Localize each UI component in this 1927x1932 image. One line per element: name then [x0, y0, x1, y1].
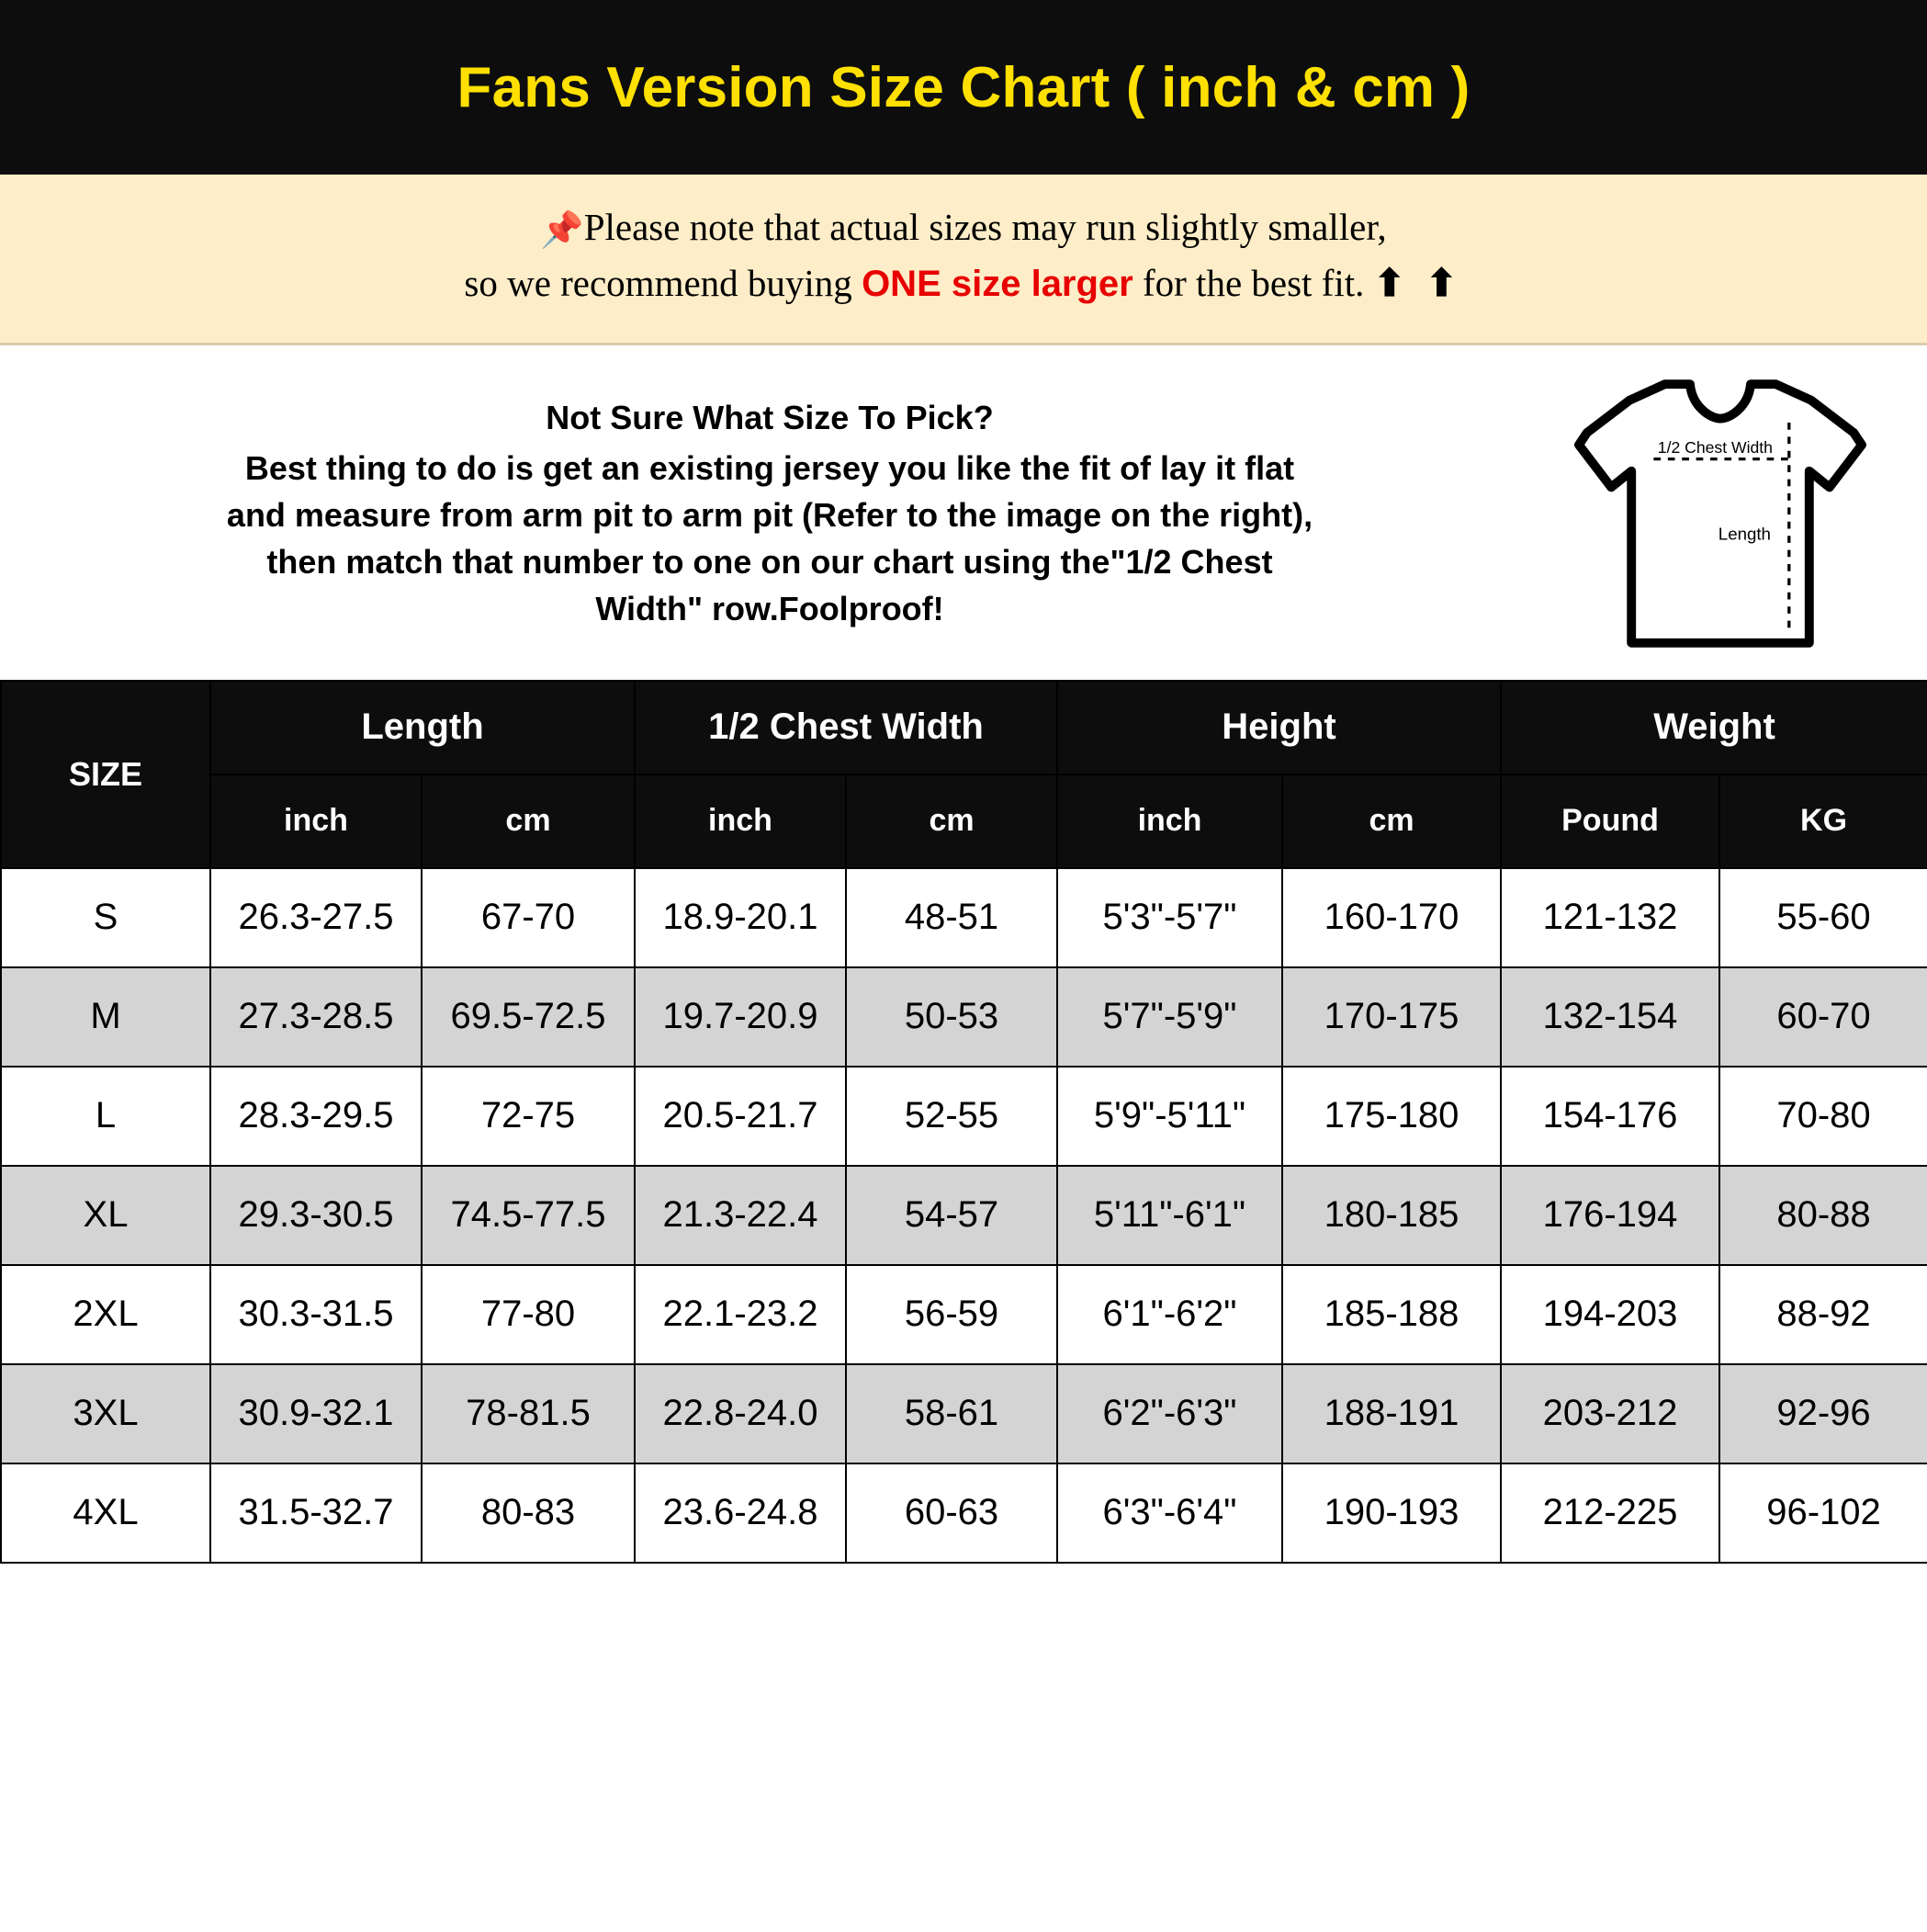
cell-length-cm: 69.5-72.5: [422, 967, 635, 1067]
cell-height-cm: 188-191: [1282, 1364, 1501, 1463]
header-size: SIZE: [1, 681, 210, 868]
cell-weight-pound: 212-225: [1501, 1463, 1719, 1563]
cell-length-inch: 26.3-27.5: [210, 868, 422, 967]
cell-size: XL: [1, 1166, 210, 1265]
cell-height-inch: 6'3"-6'4": [1057, 1463, 1282, 1563]
pushpin-icon: 📌: [540, 211, 584, 250]
cell-length-inch: 30.3-31.5: [210, 1265, 422, 1364]
cell-height-inch: 5'7"-5'9": [1057, 967, 1282, 1067]
cell-size: S: [1, 868, 210, 967]
cell-height-cm: 175-180: [1282, 1067, 1501, 1166]
note-text-1: Please note that actual sizes may run slightly smaller,: [583, 206, 1387, 248]
advice-line-3: then match that number to one on our chart using the"1/2 Chest: [266, 543, 1273, 582]
cell-chest-cm: 56-59: [846, 1265, 1057, 1364]
table-header-units: [1, 774, 1927, 868]
note-text-2-post: for the best fit.: [1133, 262, 1374, 305]
tshirt-icon: [1569, 362, 1872, 665]
cell-chest-cm: 60-63: [846, 1463, 1057, 1563]
cell-length-cm: 77-80: [422, 1265, 635, 1364]
cell-chest-inch: 19.7-20.9: [635, 967, 846, 1067]
cell-weight-kg: 55-60: [1719, 868, 1927, 967]
cell-chest-inch: 21.3-22.4: [635, 1166, 846, 1265]
size-table: [0, 680, 1927, 1564]
cell-chest-inch: 22.1-23.2: [635, 1265, 846, 1364]
cell-size: M: [1, 967, 210, 1067]
table-row: [1, 967, 1927, 1067]
cell-chest-inch: 23.6-24.8: [635, 1463, 846, 1563]
cell-weight-pound: 203-212: [1501, 1364, 1719, 1463]
advice-headline: Not Sure What Size To Pick?: [546, 398, 994, 436]
cell-length-inch: 29.3-30.5: [210, 1166, 422, 1265]
cell-height-inch: 5'9"-5'11": [1057, 1067, 1282, 1166]
cell-weight-pound: 121-132: [1501, 868, 1719, 967]
cell-length-cm: 80-83: [422, 1463, 635, 1563]
cell-chest-cm: 58-61: [846, 1364, 1057, 1463]
cell-length-cm: 74.5-77.5: [422, 1166, 635, 1265]
cell-weight-kg: 92-96: [1719, 1364, 1927, 1463]
up-arrows-icon: ⬆ ⬆: [1373, 262, 1463, 305]
header-unit-length-cm: cm: [422, 774, 635, 868]
table-row: [1, 868, 1927, 967]
header-group-weight: Weight: [1501, 681, 1927, 774]
advice-line-1: Best thing to do is get an existing jersey you like the fit of lay it flat: [244, 448, 1295, 487]
advice-line-2: and measure from arm pit to arm pit (Refer to the image on the right),: [226, 495, 1313, 534]
table-row: [1, 1166, 1927, 1265]
shirt-diagram: [1523, 362, 1918, 665]
cell-chest-inch: 18.9-20.1: [635, 868, 846, 967]
cell-length-inch: 27.3-28.5: [210, 967, 422, 1067]
cell-size: 3XL: [1, 1364, 210, 1463]
cell-chest-cm: 50-53: [846, 967, 1057, 1067]
note-emphasis: ONE size larger: [862, 264, 1133, 305]
cell-length-inch: 31.5-32.7: [210, 1463, 422, 1563]
note-band: [0, 175, 1927, 345]
cell-chest-cm: 54-57: [846, 1166, 1057, 1265]
table-row: [1, 1265, 1927, 1364]
cell-height-cm: 180-185: [1282, 1166, 1501, 1265]
cell-chest-cm: 52-55: [846, 1067, 1057, 1166]
cell-height-cm: 170-175: [1282, 967, 1501, 1067]
advice-text: [9, 394, 1523, 633]
cell-chest-cm: 48-51: [846, 868, 1057, 967]
cell-length-inch: 28.3-29.5: [210, 1067, 422, 1166]
cell-length-inch: 30.9-32.1: [210, 1364, 422, 1463]
cell-length-cm: 78-81.5: [422, 1364, 635, 1463]
cell-weight-pound: 176-194: [1501, 1166, 1719, 1265]
header-group-chest: 1/2 Chest Width: [635, 681, 1057, 774]
header-unit-weight-pound: Pound: [1501, 774, 1719, 868]
note-text-2-pre: so we recommend buying: [464, 262, 862, 305]
cell-height-inch: 6'2"-6'3": [1057, 1364, 1282, 1463]
cell-weight-kg: 80-88: [1719, 1166, 1927, 1265]
header-unit-weight-kg: KG: [1719, 774, 1927, 868]
cell-weight-kg: 60-70: [1719, 967, 1927, 1067]
cell-height-inch: 5'11"-6'1": [1057, 1166, 1282, 1265]
cell-weight-pound: 154-176: [1501, 1067, 1719, 1166]
cell-weight-kg: 70-80: [1719, 1067, 1927, 1166]
cell-chest-inch: 20.5-21.7: [635, 1067, 846, 1166]
table-row: [1, 1364, 1927, 1463]
cell-size: 4XL: [1, 1463, 210, 1563]
chest-width-label: 1/2 Chest Width: [1657, 437, 1773, 457]
title-bar: [0, 0, 1927, 175]
cell-height-cm: 190-193: [1282, 1463, 1501, 1563]
note-line-1: [18, 200, 1909, 256]
table-header-groups: [1, 681, 1927, 774]
advice-line-4: Width" row.Foolproof!: [595, 590, 944, 628]
note-line-2: [18, 256, 1909, 311]
table-row: [1, 1067, 1927, 1166]
cell-chest-inch: 22.8-24.0: [635, 1364, 846, 1463]
page-title: Fans Version Size Chart ( inch & cm ): [456, 55, 1471, 119]
cell-length-cm: 67-70: [422, 868, 635, 967]
cell-weight-pound: 194-203: [1501, 1265, 1719, 1364]
cell-size: 2XL: [1, 1265, 210, 1364]
header-unit-chest-cm: cm: [846, 774, 1057, 868]
length-label: Length: [1718, 524, 1771, 544]
header-group-length: Length: [210, 681, 635, 774]
cell-height-cm: 160-170: [1282, 868, 1501, 967]
header-unit-length-inch: inch: [210, 774, 422, 868]
cell-height-cm: 185-188: [1282, 1265, 1501, 1364]
header-unit-height-cm: cm: [1282, 774, 1501, 868]
table-row: [1, 1463, 1927, 1563]
cell-length-cm: 72-75: [422, 1067, 635, 1166]
size-table-wrap: [0, 680, 1927, 1932]
cell-size: L: [1, 1067, 210, 1166]
cell-weight-kg: 96-102: [1719, 1463, 1927, 1563]
header-unit-chest-inch: inch: [635, 774, 846, 868]
header-unit-height-inch: inch: [1057, 774, 1282, 868]
table-body: [1, 868, 1927, 1563]
cell-height-inch: 6'1"-6'2": [1057, 1265, 1282, 1364]
cell-weight-pound: 132-154: [1501, 967, 1719, 1067]
cell-weight-kg: 88-92: [1719, 1265, 1927, 1364]
advice-section: [0, 345, 1927, 680]
cell-height-inch: 5'3"-5'7": [1057, 868, 1282, 967]
header-group-height: Height: [1057, 681, 1501, 774]
